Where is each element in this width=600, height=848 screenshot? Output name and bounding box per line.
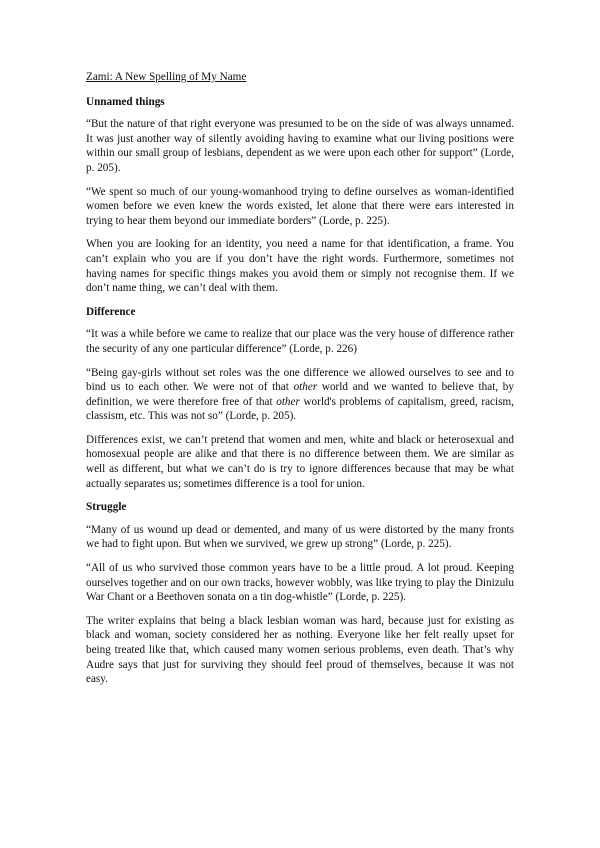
text-run: “All of us who survived those common years have to be a little proud. A lot proud. Keeping ourselves together and on our own tracks, however wobbly, was like trying to play the Dinizulu War Chant or a Beethoven sonata on a tin dog-whistle” (Lorde, p. 225).: [86, 562, 514, 604]
document-body: [86, 95, 514, 687]
paragraph: [86, 117, 514, 175]
section-heading: Difference: [86, 305, 136, 318]
paragraph: [86, 327, 514, 356]
paragraph: [86, 523, 514, 552]
text-run: The writer explains that being a black lesbian woman was hard, because just for existing as black and woman, society considered her as nothing. Everyone like her felt really upset for being treated like that, which caused many women serious problems, even death. That’s why Audre says that just for surviving they should feel proud of themselves, because it was not easy.: [86, 614, 514, 686]
document-title: Zami: A New Spelling of My Name: [86, 71, 247, 83]
paragraph: [86, 433, 514, 491]
section-heading: Struggle: [86, 501, 127, 514]
text-run: “We spent so much of our young-womanhood trying to define ourselves as woman-identified women before we even knew the words existed, let alone that there were ears interested in trying to hear them beyond our immediate borders” (Lorde, p. 225).: [86, 185, 514, 227]
text-run: When you are looking for an identity, you need a name for that identification, a frame. You can’t explain who you are if you don’t have the right words. Furthermore, sometimes not having names for specific things makes you avoid them or simply not recognise them. If we don’t name thing, we can’t deal with them.: [86, 238, 514, 295]
paragraph: [86, 561, 514, 605]
document-page: [86, 70, 514, 696]
text-run: “Many of us wound up dead or demented, and many of us were distorted by the many fronts we had to fight upon. But when we survived, we grew up strong” (Lorde, p. 225).: [86, 523, 514, 551]
section-heading: Unnamed things: [86, 95, 165, 108]
paragraph: [86, 366, 514, 424]
text-run: “But the nature of that right everyone was presumed to be on the side of was always unnamed. It was just another way of silently avoiding having to examine what our living positions were within our small group of lesbians, dependent as we were upon each other for support” (Lorde, p. 205).: [86, 118, 514, 174]
paragraph: [86, 614, 514, 687]
text-run: “Being gay-girls without set roles was the one difference we allowed ourselves to see and to bind us to each other. We were not of that: [86, 366, 514, 394]
text-run: Differences exist, we can’t pretend that women and men, white and black or heterosexual and homosexual people are alike and that there is no difference between them. We are similar as well as different, but what we can’t do is try to ignore differences because that may be what actually separates us; sometimes difference is a tool for union.: [86, 433, 514, 490]
paragraph: [86, 237, 514, 295]
italic-text: other: [293, 381, 318, 394]
paragraph: [86, 185, 514, 229]
text-run: “It was a while before we came to realize that our place was the very house of difference rather the security of any one particular difference” (Lorde, p. 226): [86, 328, 514, 355]
text-run: world and we wanted to believe that, by definition, we were therefore free of that: [86, 381, 514, 408]
text-run: world's problems of capitalism, greed, racism, classism, etc. This was not so” (Lorde, p. 205).: [86, 395, 514, 423]
italic-text: other: [276, 395, 300, 408]
